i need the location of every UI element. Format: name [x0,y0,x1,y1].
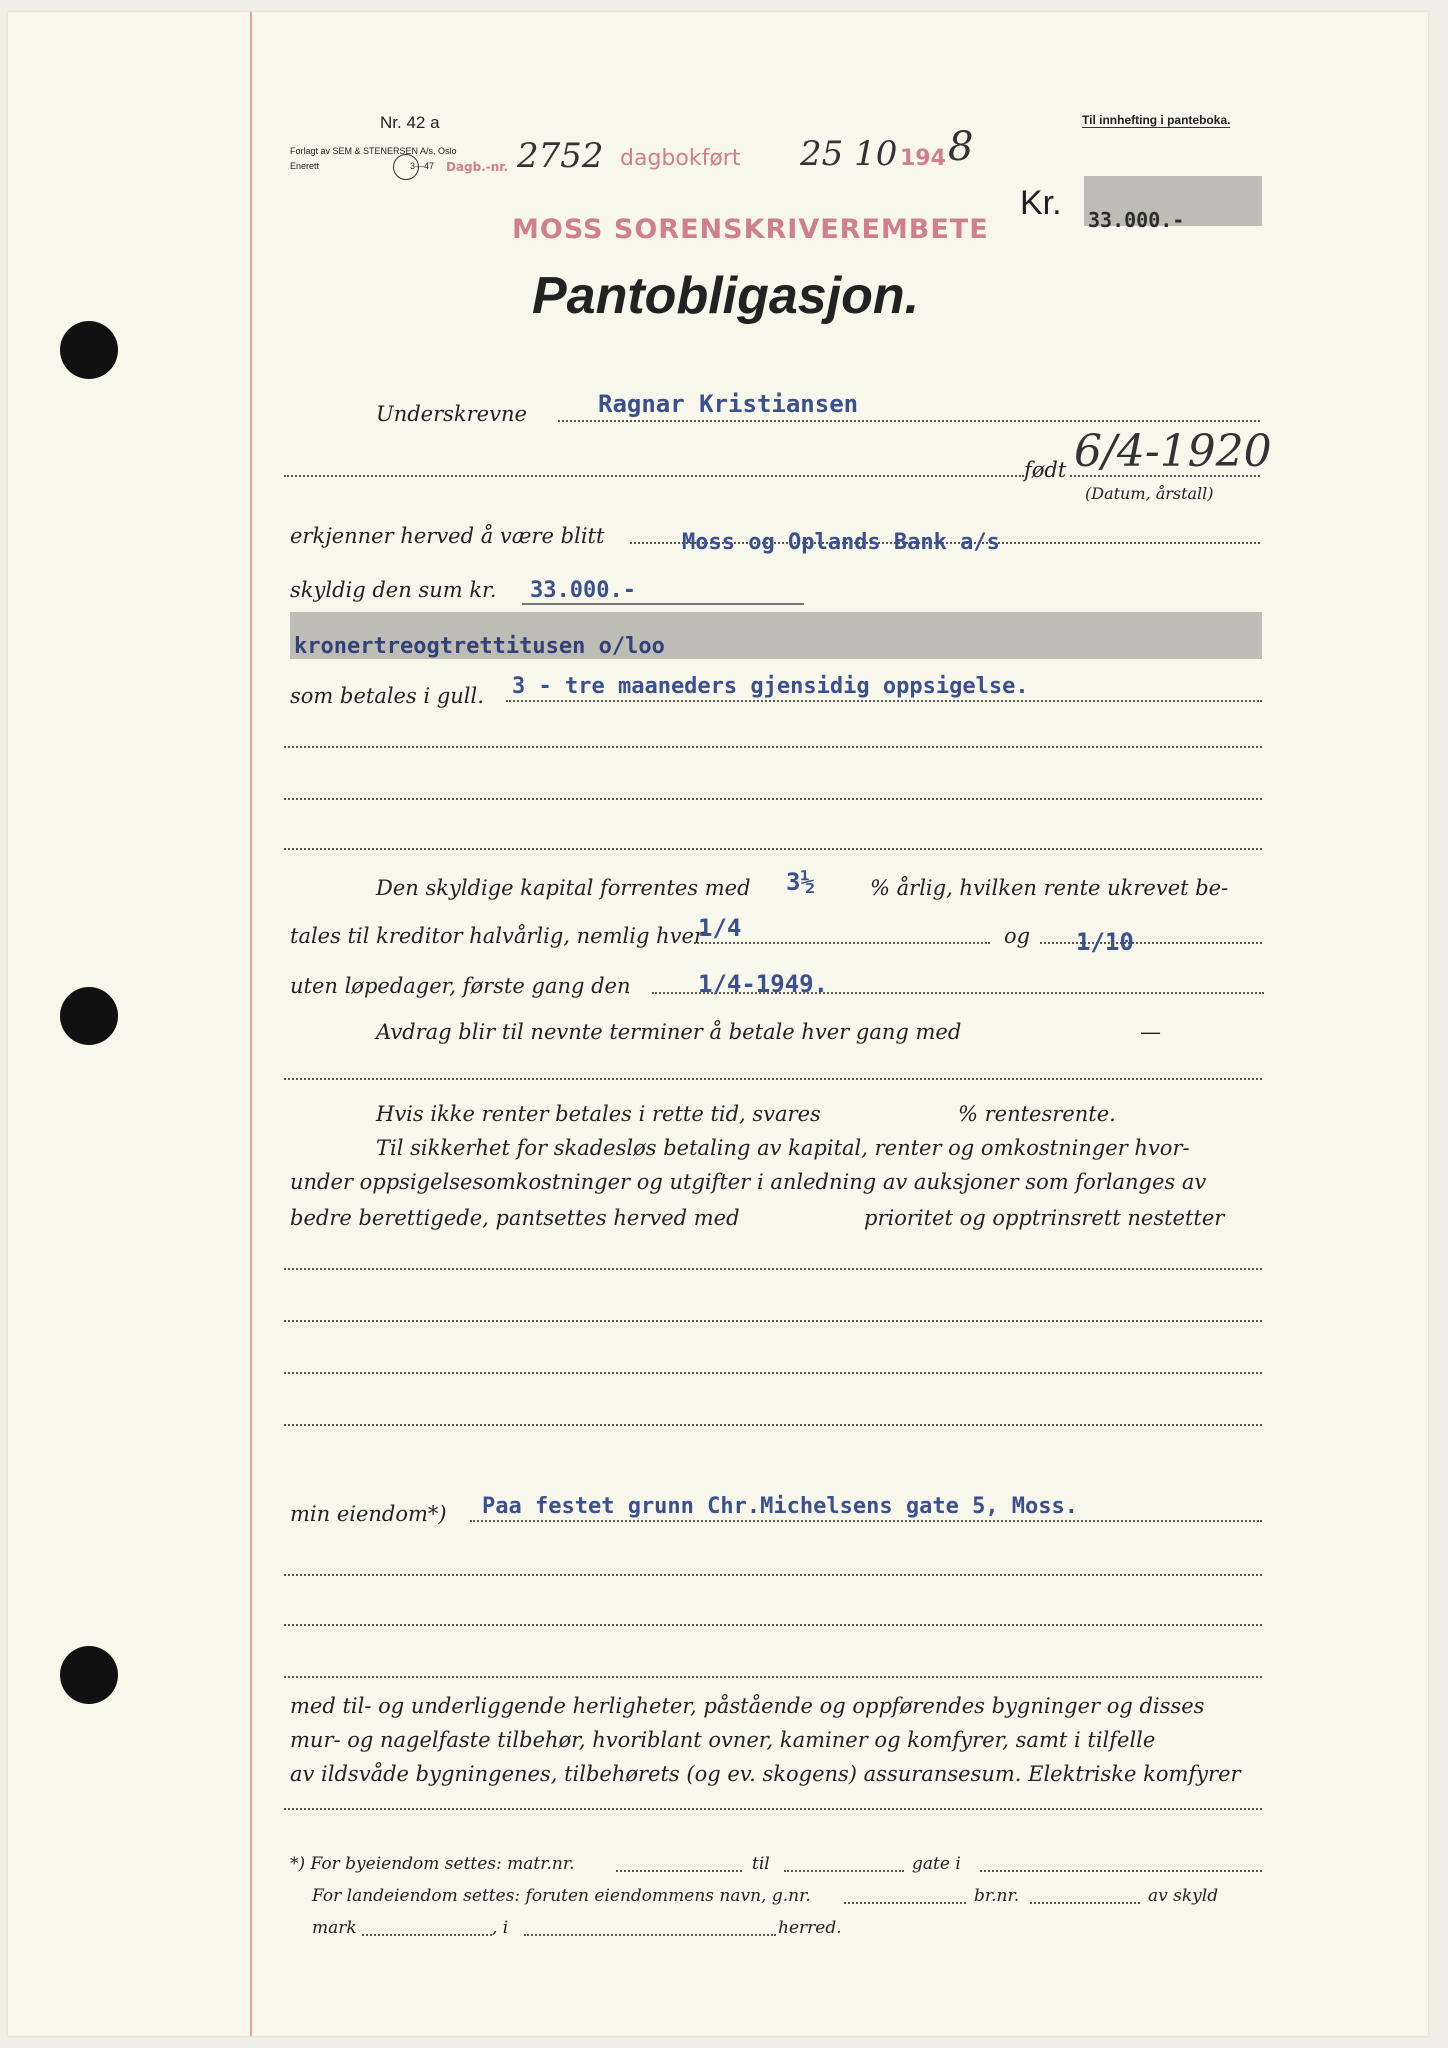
herlighet-line-2: mur- og nagelfaste tilbehør, hvoriblant ovner, kaminer og komfyrer, samt i tilfelle [290,1728,1156,1752]
rente-text-a: Den skyldige kapital forrentes med [376,876,751,900]
rente-text-2a: tales til kreditor halvårlig, nemlig hver [290,924,704,948]
fill-line [1040,942,1262,944]
security-line-1: Til sikkerhet for skadesløs betaling av kapital, renter og omkostninger hvor- [376,1136,1190,1160]
security-line-2: under oppsigelsesomkostninger og utgifter i anledning av auksjoner som forlanges av [290,1170,1207,1194]
kr-amount: 33.000.- [1088,208,1185,232]
underskrevne-value: Ragnar Kristiansen [598,390,859,418]
fill-line [284,1424,1262,1426]
fill-line [524,1934,776,1936]
fill-line [284,848,1262,850]
herlighet-line-3: av ildsvåde bygningenes, tilbehørets (og ev. skogens) assuransesum. Elektriske komfyrer [290,1762,1241,1786]
fill-line [558,420,1260,422]
fill-line [362,1934,492,1936]
datum-note: (Datum, årstall) [1085,484,1214,503]
fill-line [980,1870,1262,1872]
fodt-value: 6/4-1920 [1074,426,1272,477]
renter-text-b: % rentesrente. [958,1102,1116,1126]
rente-date1: 1/4 [698,914,742,942]
margin-rule [250,12,252,2036]
stamp-office: MOSS SORENSKRIVEREMBETE [512,214,989,245]
kr-label: Kr. [1020,184,1062,222]
footnote-line-1c: gate i [912,1854,961,1874]
footnote-line-2c: av skyld [1148,1886,1219,1906]
stamp-dagb-label: Dagb.-nr. [446,160,509,174]
eiendom-label: min eiendom*) [290,1502,447,1526]
dagbok-year-digit: 8 [948,124,974,170]
footnote-line-3b: , i [492,1918,509,1938]
underskrevne-label: Underskrevne [376,402,527,426]
fodt-label: født [1024,458,1067,482]
fill-line [284,1808,1262,1810]
betales-value: 3 - tre maaneders gjensidig oppsigelse. [512,674,1029,699]
avdrag-value: — [1140,1020,1161,1044]
fill-line [284,1624,1262,1626]
publisher-line: Forlagt av SEM & STENERSEN A/s, Oslo [290,146,457,156]
security-line-3b: prioritet og opptrinsrett nestetter [864,1206,1225,1230]
renter-text-a: Hvis ikke renter betales i rette tid, svares [376,1102,821,1126]
erkjenner-label: erkjenner herved å være blitt [290,524,605,548]
fill-line [284,746,1262,748]
punch-hole [60,1646,118,1704]
fill-line [784,1870,904,1872]
fill-line [284,1320,1262,1322]
fill-line [284,1676,1262,1678]
eiendom-value: Paa festet grunn Chr.Michelsens gate 5, Moss. [482,1494,1079,1519]
rente-date2: 1/10 [1076,928,1134,956]
footnote-line-2b: br.nr. [974,1886,1020,1906]
skyldig-label: skyldig den sum kr. [290,578,497,602]
top-right-note: Til innhefting i panteboka. [1082,113,1231,127]
fill-line [284,1268,1262,1270]
document-title: Pantobligasjon. [532,267,920,325]
rente-text-3a: uten løpedager, første gang den [290,974,631,998]
footnote-line-1a: *) For byeiendom settes: matr.nr. [290,1854,575,1874]
sum-words: kronertreogtrettitusen o/loo [294,634,665,659]
fill-line [470,1520,1262,1522]
footnote-line-3c: herred. [778,1918,842,1938]
publisher-date: 3—47 [410,161,435,171]
dagbok-number: 2752 [517,136,604,176]
herlighet-line-1: med til- og underliggende herligheter, påstående og oppførendes bygninger og disses [290,1694,1205,1718]
rente-text-2b: og [1004,924,1031,948]
first-date: 1/4-1949. [698,970,829,998]
rente-text-b: % årlig, hvilken rente ukrevet be- [870,876,1229,900]
fill-line [506,700,1262,702]
stamp-year-prefix: 194 [900,146,946,171]
betales-label: som betales i gull. [290,684,484,708]
rente-value: 3½ [786,868,815,896]
form-number: Nr. 42 a [380,113,440,132]
fill-line [522,603,804,605]
creditor-value: Moss og Oplands Bank a/s [682,530,1000,555]
punch-hole [60,987,118,1045]
fill-line [284,1574,1262,1576]
punch-hole [60,321,118,379]
fill-line [284,1372,1262,1374]
fill-line [284,798,1262,800]
stamp-dagbokfort: dagbokført [620,146,741,171]
fill-line [284,475,1024,477]
fill-line [616,1870,742,1872]
footnote-line-1b: til [752,1854,770,1874]
fill-line [284,1078,1262,1080]
security-line-3a: bedre berettigede, pantsettes herved med [290,1206,740,1230]
publisher-enerett: Enerett [290,161,320,171]
footnote-line-2a: For landeiendom settes: foruten eiendommens navn, g.nr. [312,1886,811,1906]
sum-value: 33.000.- [530,578,636,603]
fill-line [694,942,990,944]
dagbok-date: 25 10 [800,134,898,174]
fill-line [844,1902,966,1904]
fill-line [1030,1902,1140,1904]
avdrag-text: Avdrag blir til nevnte terminer å betale hver gang med [376,1020,962,1044]
footnote-line-3a: mark [312,1918,357,1938]
